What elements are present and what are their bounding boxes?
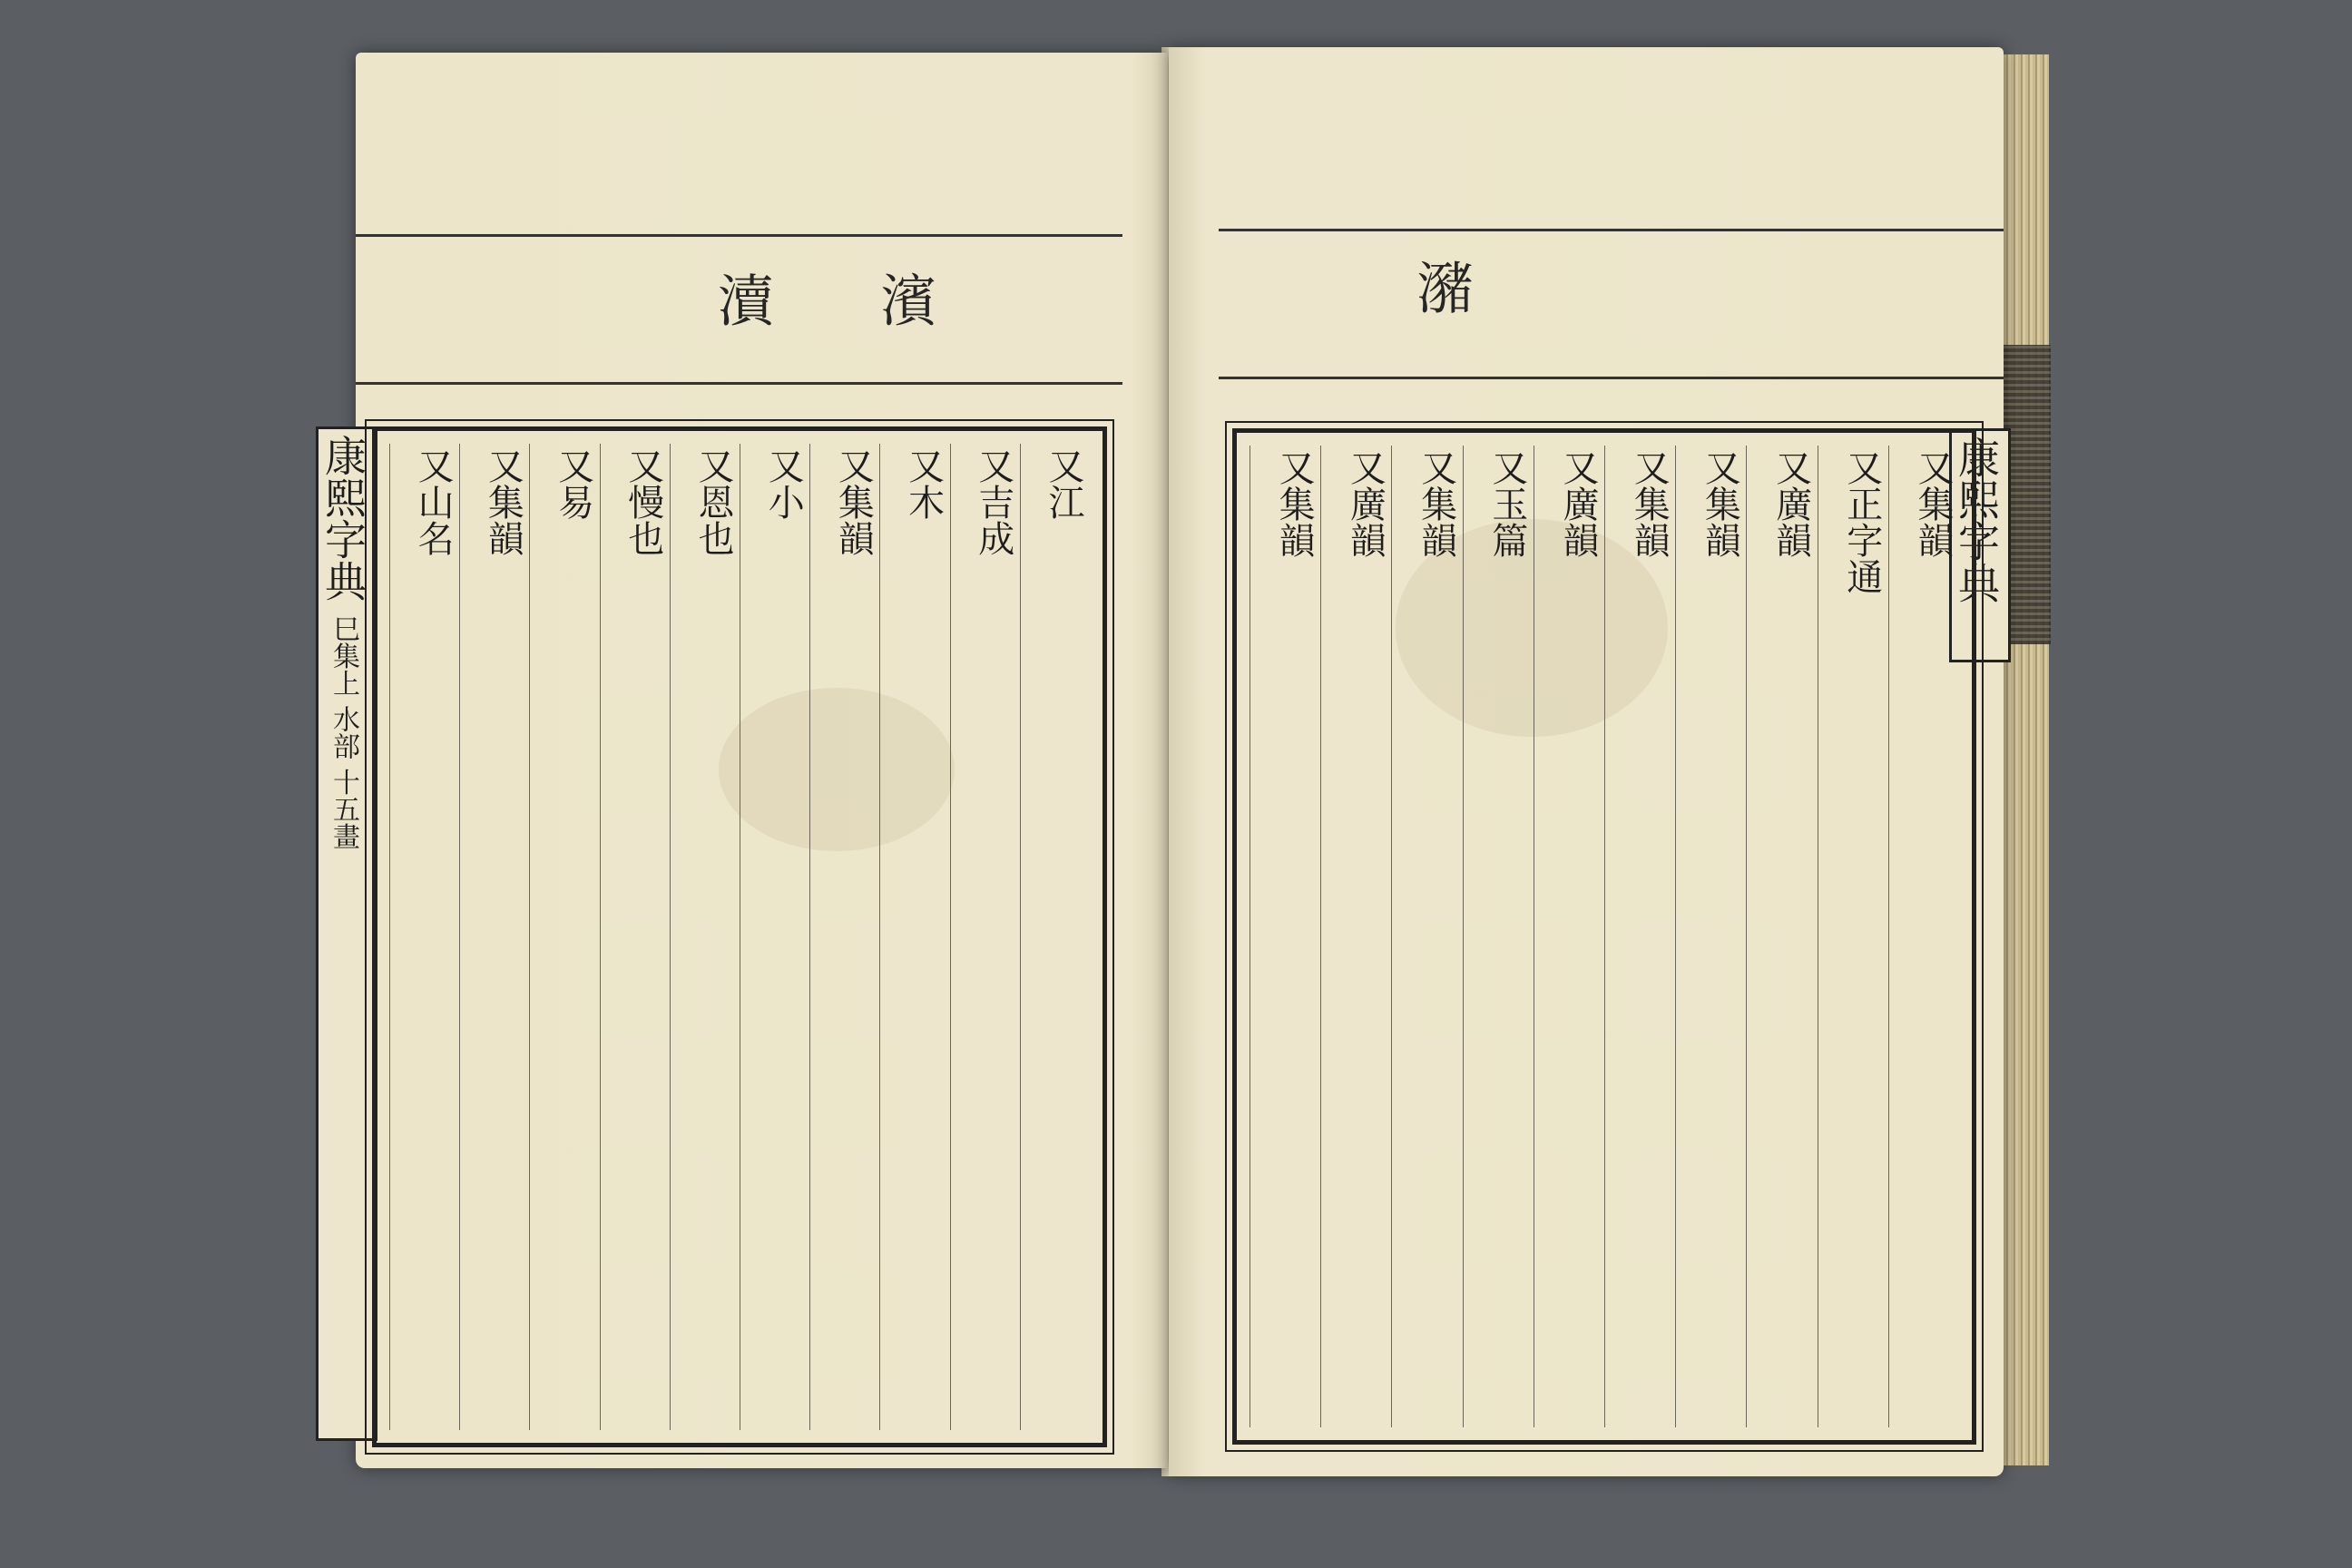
text-column: 又慢也 [600,444,670,1430]
left-text-frame [372,426,1107,1447]
seal-char-2: 瀆 [708,271,774,333]
text-column: 又正字通 [1818,446,1888,1427]
margin-title: 康熙字典 [1952,436,2001,603]
right-page [1169,47,2004,1476]
left-margin-strip [316,426,377,1441]
text-column: 又吉成 [950,444,1020,1430]
seal-char: 瀦 [1407,259,1474,320]
text-column: 又木 [879,444,949,1430]
right-text-frame [1232,428,1976,1445]
right-header-band [1219,229,2004,379]
seal-char-1: 濱 [871,271,937,333]
text-column: 又集韻 [1391,446,1462,1427]
left-columns [389,444,1090,1430]
text-column: 又集韻 [1250,446,1320,1427]
text-column: 又集韻 [1675,446,1746,1427]
text-column: 又易 [529,444,599,1430]
text-column: 又集韻 [1604,446,1675,1427]
text-column: 又廣韻 [1746,446,1817,1427]
text-column: 又小 [740,444,809,1430]
text-column: 又集韻 [1888,446,1959,1427]
text-column: 又玉篇 [1463,446,1534,1427]
text-column: 又廣韻 [1320,446,1391,1427]
right-columns [1250,446,1959,1427]
text-column: 又集韻 [809,444,879,1430]
text-column: 又江 [1020,444,1090,1430]
text-column: 又集韻 [459,444,529,1430]
left-header-band [356,234,1122,385]
margin-subtitle: 巳集上 水部 十五畫 [328,614,359,850]
margin-title: 康熙字典 [318,435,368,602]
text-column: 又山名 [389,444,459,1430]
left-page [318,53,1168,1468]
text-column: 又恩也 [670,444,740,1430]
page-edges [1996,54,2049,1465]
text-column: 又廣韻 [1534,446,1604,1427]
